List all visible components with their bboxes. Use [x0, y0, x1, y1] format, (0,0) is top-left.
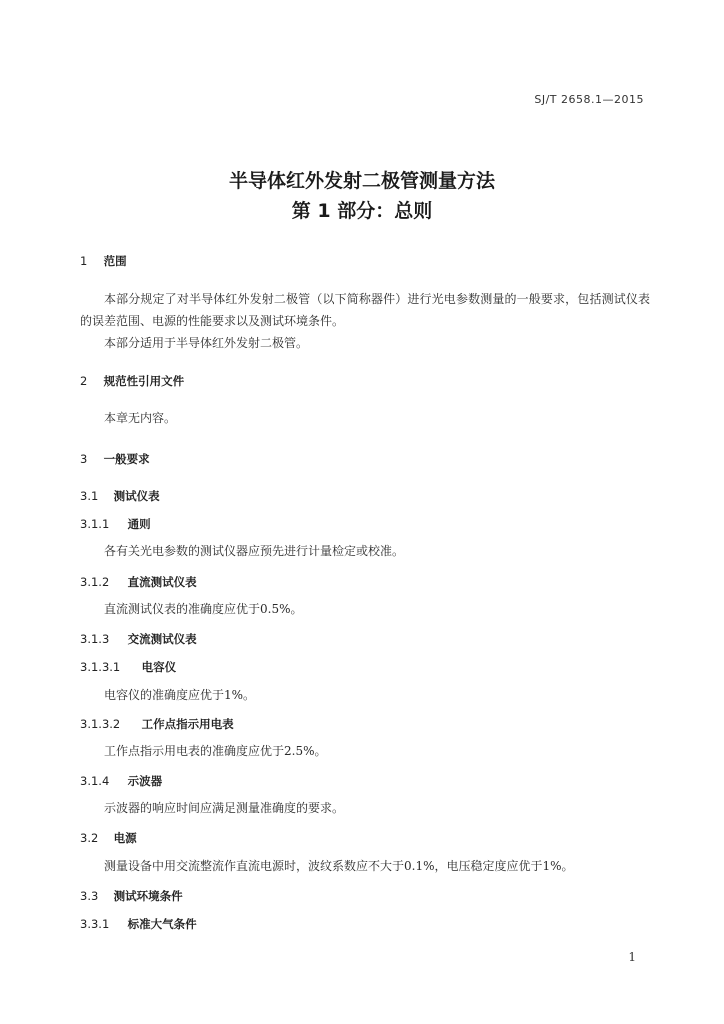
section-heading-3-1-3-1: [80, 659, 176, 675]
section-heading-3-1-3: [80, 631, 197, 647]
section-heading-3-2: [80, 830, 137, 846]
section-label: 测试环境条件: [113, 889, 183, 903]
section-number: 3.2: [80, 831, 99, 845]
section-label: 直流测试仪表: [127, 575, 197, 589]
section-heading-3-3: [80, 888, 183, 904]
paragraph-references: 本章无内容。: [104, 411, 177, 425]
section-label: 电容仪: [141, 660, 177, 674]
section-label: 工作点指示用电表: [141, 717, 234, 731]
paragraph-scope: 本部分规定了对半导体红外发射二极管（以下简称器件）进行光电参数测量的一般要求，包括测试仪表的误差范围、电源的性能要求以及测试环境条件。: [80, 292, 650, 328]
section-heading-3-1-2: [80, 574, 197, 590]
section-number: 3.1.4: [80, 774, 110, 788]
section-label: 规范性引用文件: [103, 374, 185, 388]
section-heading-1: [80, 253, 127, 269]
document-title: 半导体红外发射二极管测量方法: [228, 170, 495, 192]
section-number: 3.1.3.1: [80, 660, 121, 674]
section-heading-3-1: [80, 488, 160, 504]
section-label: 示波器: [127, 774, 163, 788]
section-label: 范围: [103, 254, 127, 268]
section-number: 3.1.3: [80, 632, 110, 646]
section-heading-2: [80, 373, 184, 389]
section-number: 2: [80, 374, 88, 388]
section-number: 3.1.1: [80, 517, 110, 531]
section-heading-3: [80, 451, 150, 467]
paragraph-power-supply: 测量设备中用交流整流作直流电源时，波纹系数应不大于0.1%，电压稳定度应优于1%。: [104, 859, 574, 873]
section-number: 3.1.3.2: [80, 717, 121, 731]
section-label: 一般要求: [103, 452, 150, 466]
section-heading-3-1-4: [80, 773, 162, 789]
section-label: 测试仪表: [113, 489, 160, 503]
section-number: 3: [80, 452, 88, 466]
section-label: 通则: [127, 517, 151, 531]
document-code: SJ/T 2658.1—2015: [534, 93, 644, 106]
section-heading-3-1-1: [80, 516, 151, 532]
page-number: 1: [628, 950, 636, 964]
paragraph-scope-applicability: 本部分适用于半导体红外发射二极管。: [104, 336, 309, 350]
paragraph-oscilloscope: 示波器的响应时间应满足测量准确度的要求。: [104, 801, 345, 815]
section-heading-3-1-3-2: [80, 716, 234, 732]
section-number: 3.3.1: [80, 917, 110, 931]
section-number: 1: [80, 254, 88, 268]
section-number: 3.3: [80, 889, 99, 903]
section-heading-3-3-1: [80, 916, 197, 932]
section-number: 3.1: [80, 489, 99, 503]
document-subtitle: 第 1 部分：总则: [291, 200, 433, 222]
paragraph-capacitance-meter: 电容仪的准确度应优于1%。: [104, 688, 256, 702]
section-label: 电源: [113, 831, 137, 845]
section-label: 交流测试仪表: [127, 632, 197, 646]
paragraph-general: 各有关光电参数的测试仪器应预先进行计量检定或校准。: [104, 544, 405, 558]
paragraph-operating-point-meter: 工作点指示用电表的准确度应优于2.5%。: [104, 744, 327, 758]
paragraph-dc-meter: 直流测试仪表的准确度应优于0.5%。: [104, 602, 303, 616]
section-number: 3.1.2: [80, 575, 110, 589]
section-label: 标准大气条件: [127, 917, 197, 931]
